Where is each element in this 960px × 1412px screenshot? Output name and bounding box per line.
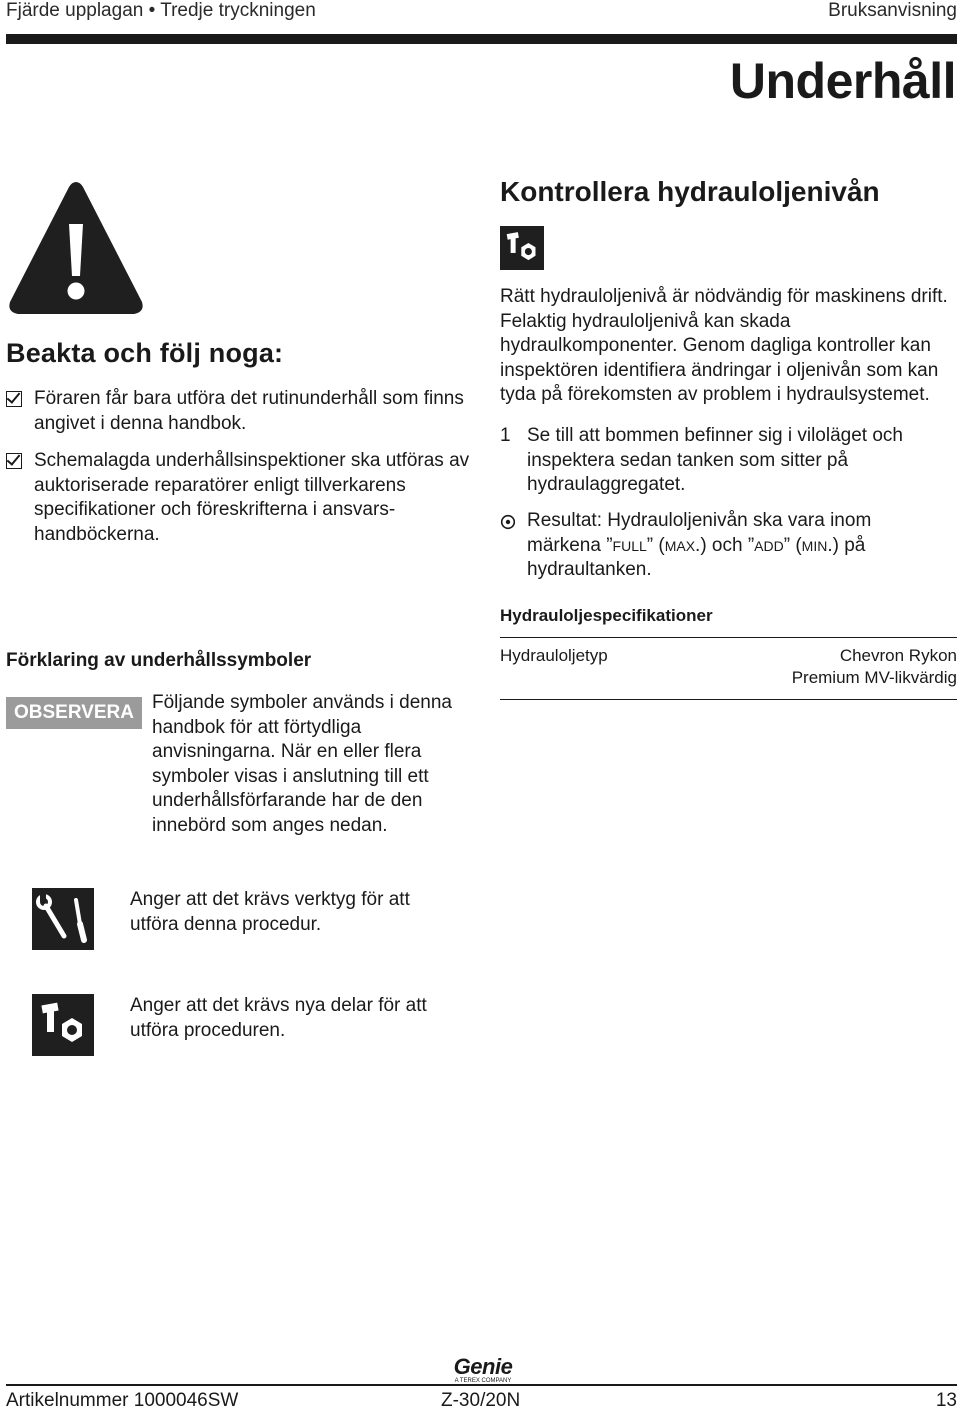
- section-heading: Kontrollera hydrauloljenivån: [500, 176, 880, 207]
- caution-heading: Beakta och följ noga:: [6, 338, 284, 368]
- result-full-mark: FULL: [612, 537, 647, 554]
- page-title: Underhåll: [729, 53, 956, 109]
- header-edition: Fjärde upplagan • Tredje tryckningen: [6, 0, 316, 21]
- header-rule: [6, 34, 957, 44]
- checklist-item: [6, 449, 476, 549]
- result-part: ” (: [783, 534, 802, 556]
- tools-icon: [32, 888, 94, 950]
- spec-value-line1: Chevron Rykon: [839, 646, 957, 665]
- genie-logo: [447, 1356, 519, 1385]
- warning-triangle-icon: [6, 178, 146, 318]
- checkbox-checked-icon: [6, 453, 22, 469]
- checklist-text: Föraren får bara utföra det rutinunderhåll som finns angivet i denna handbok.: [34, 388, 464, 434]
- result-part: ” (: [646, 534, 665, 556]
- result-max-mark: MAX: [664, 537, 696, 554]
- symbols-heading: Förklaring av underhållssymboler: [6, 650, 312, 671]
- footer-model: Z-30/20N: [441, 1390, 521, 1411]
- result-prefix: Resultat: Hydrauloljenivån ska vara inom märkena ”: [527, 510, 872, 556]
- result-min-mark: MIN: [801, 537, 828, 554]
- intro-paragraph: Rätt hydrauloljenivå är nödvändig för maskinens drift. Felaktig hydrauloljenivå kan skada hydraulkomponenter. Genom dagliga kontroller kan inspektören identifiera ändringar i oljenivån som kan tyda på förekomsten av problem i hydraulsystemet.: [500, 286, 948, 405]
- checklist-text: Schemalagda underhållsinspektioner ska utföras av auktoriserade reparatörer enligt tillverkarens specifikationer och föreskrifterna i ansvars-handböckerna.: [34, 450, 470, 545]
- spec-table-bottom-rule: [500, 699, 957, 700]
- step-text: Se till att bommen befinner sig i viloläget och inspektera sedan tanken som sitter på hydraulaggregatet.: [527, 425, 903, 495]
- footer-rule: [6, 1384, 957, 1386]
- step-number: 1: [500, 425, 511, 446]
- new-parts-icon: [32, 994, 94, 1056]
- tools-description: Anger att det krävs verktyg för att utföra denna procedur.: [130, 889, 410, 935]
- result-part: .) och ”: [695, 534, 755, 556]
- footer-part-number: Artikelnummer 1000046SW: [6, 1390, 239, 1411]
- observera-badge: OBSERVERA: [6, 697, 142, 729]
- result-icon: [500, 514, 516, 530]
- new-parts-icon: [500, 226, 544, 270]
- spec-label: Hydrauloljetyp: [500, 646, 608, 665]
- spec-heading: Hydrauloljespecifikationer: [500, 606, 713, 625]
- parts-description: Anger att det krävs nya delar för att utföra proceduren.: [130, 995, 427, 1041]
- checkbox-checked-icon: [6, 391, 22, 407]
- result-suffix: .) på hydraultanken.: [527, 534, 866, 580]
- genie-logo-sub: A TEREX COMPANY: [454, 1378, 512, 1384]
- spec-table-top-rule: [500, 637, 957, 638]
- page-number: 13: [935, 1390, 957, 1411]
- observera-text: Följande symboler används i denna handbok för att förtydliga anvisningarna. När en eller flera symboler visas i anslutning till ett underhållsförfarande har de den innebörd som anges nedan.: [152, 692, 452, 836]
- genie-logo-text: Genie: [453, 1354, 513, 1379]
- checklist-item: [6, 387, 476, 437]
- result-add-mark: ADD: [754, 537, 784, 554]
- header-manual-type: Bruksanvisning: [828, 0, 957, 21]
- spec-value-line2: Premium MV-likvärdig: [791, 668, 957, 687]
- result-text: [527, 509, 927, 583]
